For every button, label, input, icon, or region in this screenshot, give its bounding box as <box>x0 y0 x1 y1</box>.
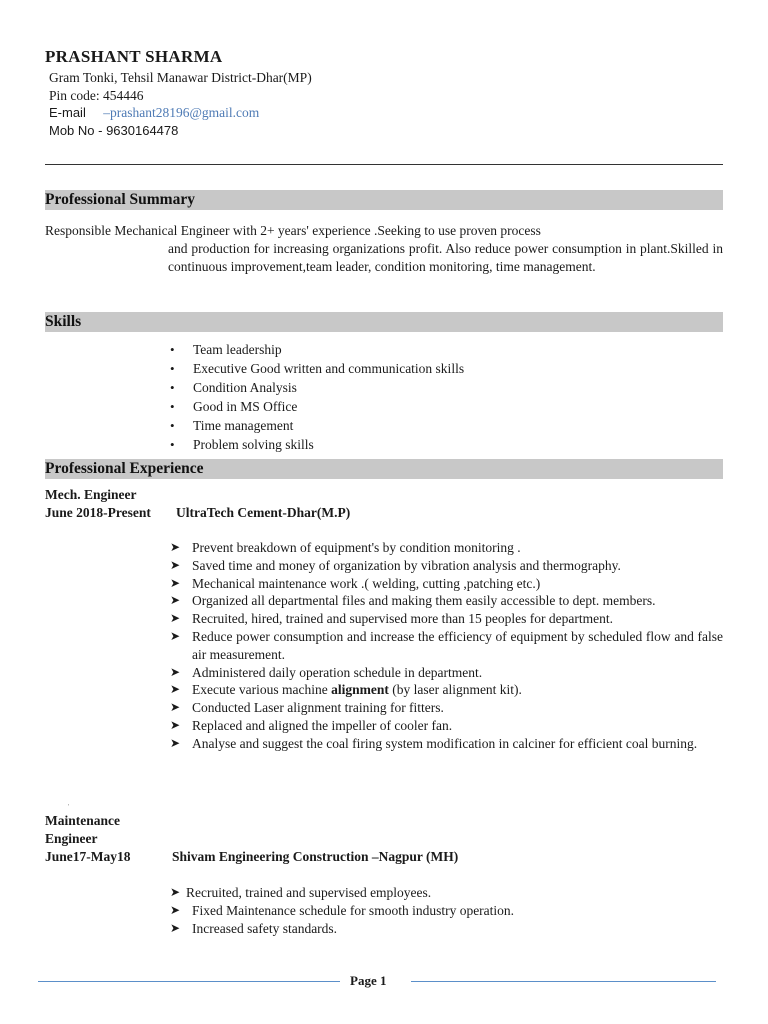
achievement-item: ➤ Prevent breakdown of equipment's by condition monitoring . <box>168 539 723 557</box>
skill-item: • Problem solving skills <box>168 435 464 454</box>
job1-dates: June 2018-Present <box>45 505 151 520</box>
achievement-bold-text: alignment <box>331 682 389 698</box>
achievement-item: ➤ Fixed Maintenance schedule for smooth industry operation. <box>168 902 723 920</box>
achievement-text: Execute various machine <box>192 682 332 698</box>
job1-role: Mech. Engineer <box>45 487 137 502</box>
achievement-item: ➤ Analyse and suggest the coal firing system modification in calciner for efficient coal burning. <box>168 735 723 753</box>
summary-first-line: Responsible Mechanical Engineer with 2+ years' experience .Seeking to use proven process <box>45 223 541 238</box>
achievement-item: ➤ Mechanical maintenance work .( welding, cutting ,patching etc.) <box>168 575 723 593</box>
skill-item: • Time management <box>168 416 464 435</box>
skills-heading-band <box>45 312 723 332</box>
email-row <box>49 105 259 121</box>
achievement-tail-text: (by laser alignment kit). <box>388 682 522 698</box>
achievement-item: ➤ Conducted Laser alignment training for fitters. <box>168 699 723 717</box>
summary-heading-band <box>45 190 723 210</box>
skills-heading: Skills <box>45 313 82 330</box>
achievement-item: ➤ Recruited, trained and supervised employees. <box>168 884 723 902</box>
achievement-item: ➤ Administered daily operation schedule in department. <box>168 664 723 682</box>
experience-heading-band <box>45 459 723 479</box>
mobile-number: Mob No - 9630164478 <box>49 123 179 138</box>
header-divider <box>45 164 723 165</box>
job1-company: UltraTech Cement-Dhar(M.P) <box>176 505 351 520</box>
achievement-item: ➤ Reduce power consumption and increase the efficiency of equipment by scheduled flow and false air measurement. <box>168 628 723 664</box>
skill-item: • Condition Analysis <box>168 378 464 397</box>
achievement-item: ➤ Increased safety standards. <box>168 920 723 938</box>
job2-company: Shivam Engineering Construction –Nagpur (MH) <box>172 849 459 864</box>
job1-achievements <box>168 539 723 753</box>
email-link[interactable]: prashant28196@gmail.com <box>109 105 260 120</box>
skill-item: • Good in MS Office <box>168 397 464 416</box>
footer-rule-left <box>38 981 340 982</box>
achievement-item: ➤ Saved time and money of organization by vibration analysis and thermography. <box>168 557 723 575</box>
experience-heading: Professional Experience <box>45 460 204 477</box>
achievement-item <box>168 681 723 699</box>
footer-rule-right <box>411 981 716 982</box>
job2-role-line2: Engineer <box>45 831 98 846</box>
achievement-item: ➤ Replaced and aligned the impeller of cooler fan. <box>168 717 723 735</box>
skills-list <box>168 340 464 454</box>
achievement-item: ➤ Recruited, hired, trained and supervised more than 15 peoples for department. <box>168 610 723 628</box>
address: Gram Tonki, Tehsil Manawar District-Dhar(MP) <box>49 70 312 85</box>
summary-text-body: and production for increasing organizations profit. Also reduce power consumption in plant.Skilled in continuous improvement,team leader, condition monitoring, time management. <box>168 241 723 274</box>
email-separator: – <box>103 105 110 120</box>
achievement-item: ➤ Organized all departmental files and making them easily accessible to dept. members. <box>168 592 723 610</box>
stray-mark: ' <box>68 803 70 811</box>
job2-role-line1: Maintenance <box>45 813 120 828</box>
skill-item: • Team leadership <box>168 340 464 359</box>
summary-heading: Professional Summary <box>45 191 195 208</box>
page-number: Page 1 <box>350 973 387 988</box>
job2-dates: June17-May18 <box>45 849 131 864</box>
skill-item: • Executive Good written and communication skills <box>168 359 464 378</box>
pin-code: Pin code: 454446 <box>49 88 144 103</box>
candidate-name: PRASHANT SHARMA <box>45 47 223 66</box>
job2-achievements <box>168 884 723 937</box>
summary-text <box>168 240 723 276</box>
email-label: E-mail <box>49 105 86 120</box>
